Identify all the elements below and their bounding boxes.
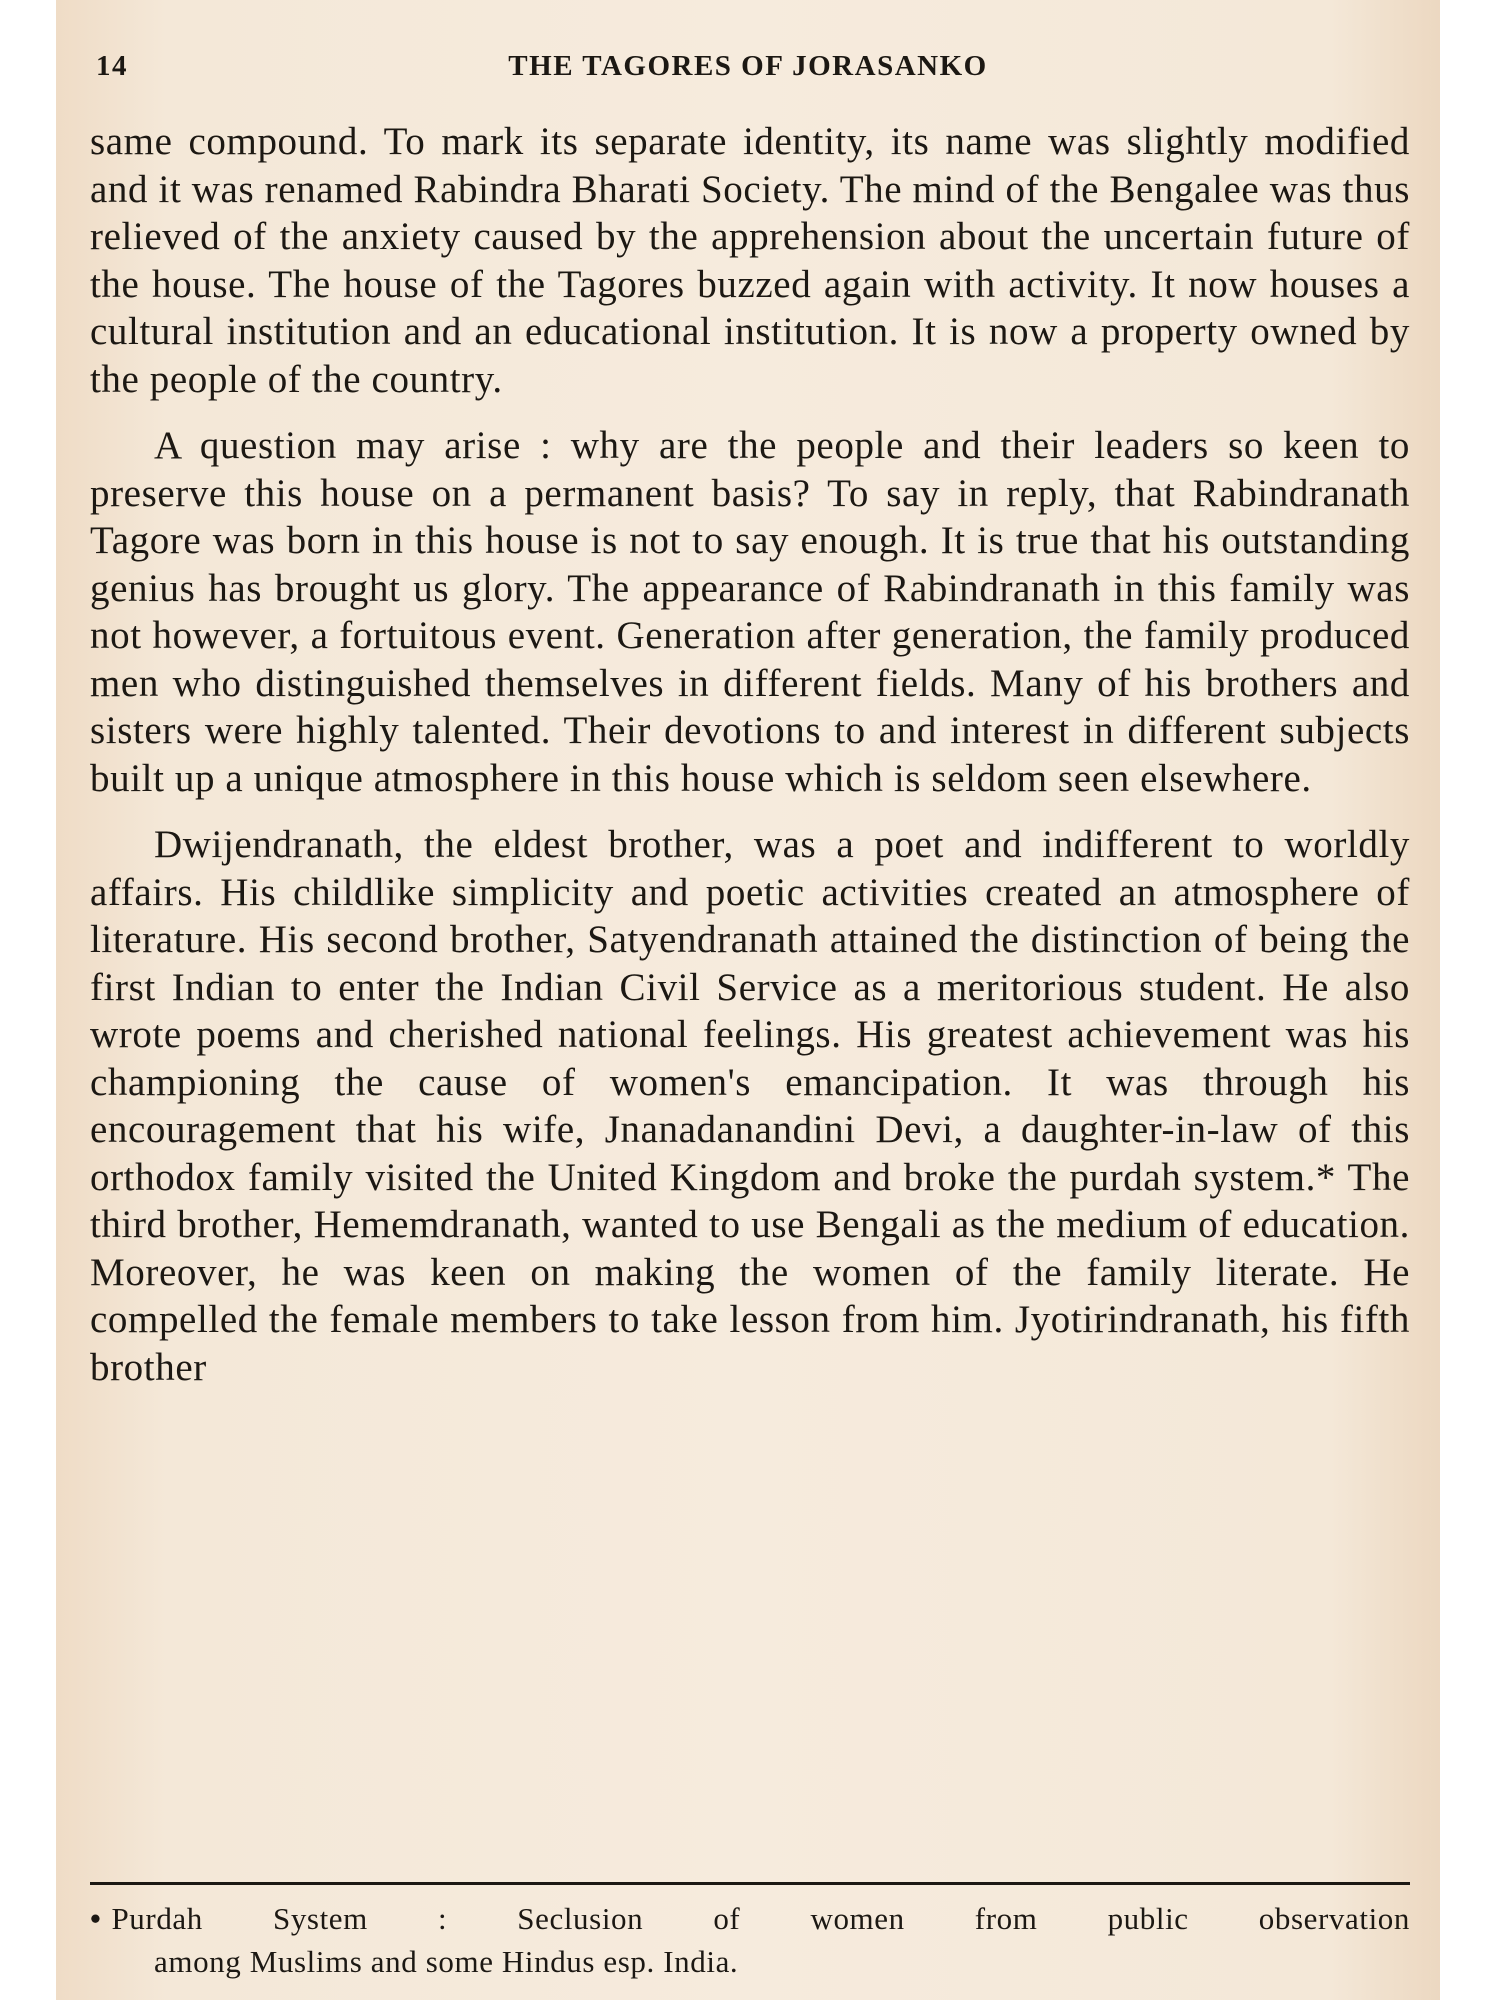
footnote xyxy=(90,1897,1410,1983)
paragraph-3: Dwijendranath, the eldest brother, was a poet and indifferent to worldly affairs. His childlike simplicity and poetic activities created an atmosphere of literature. His second brother, Satyendranath attained the distinction of being the first Indian to enter the Indian Civil Service as a meritorious student. He also wrote poems and cherished national feelings. His greatest achievement was his championing the cause of women's emancipation. It was through his encouragement that his wife, Jnanadanandini Devi, a daughter-in-law of this orthodox family visited the United Kingdom and broke the purdah system.* The third brother, Hememdranath, wanted to use Bengali as the medium of education. Moreover, he was keen on making the women of the family literate. He compelled the female members to take lesson from him. Jyotirindranath, his fifth brother xyxy=(90,823,1410,1389)
body-text xyxy=(90,118,1410,1410)
footnote-text-1: Purdah System : Seclusion of women from public observation xyxy=(111,1901,1410,1936)
footnote-line-2: among Muslims and some Hindus esp. India. xyxy=(154,1944,739,1979)
paragraph-2: A question may arise : why are the people and their leaders so keen to preserve this house on a permanent basis? To say in reply, that Rabindranath Tagore was born in this house is not to say enough. It is true that his outstanding genius has brought us glory. The appearance of Rabindranath in this family was not however, a fortuitous event. Generation after generation, the family produced men who distinguished themselves in different fields. Many of his brothers and sisters were highly talented. Their devotions to and interest in different subjects built up a unique atmosphere in this house which is seldom seen elsewhere. xyxy=(90,424,1410,800)
book-page xyxy=(56,0,1440,2000)
footnote-bullet: • xyxy=(90,1901,102,1936)
running-title: THE TAGORES OF JORASANKO xyxy=(508,50,988,82)
page-number: 14 xyxy=(96,50,128,82)
footnote-rule xyxy=(90,1882,1410,1885)
footnote-line-1 xyxy=(90,1897,1410,1940)
paragraph-1: same compound. To mark its separate identity, its name was slightly modified and it was renamed Rabindra Bharati Society. The mind of the Bengalee was thus relieved of the anxiety caused by the apprehension about the uncertain future of the house. The house of the Tagores buzzed again with activity. It now houses a cultural institution and an educational institution. It is now a property owned by the people of the country. xyxy=(90,120,1410,401)
running-head xyxy=(96,50,1400,90)
